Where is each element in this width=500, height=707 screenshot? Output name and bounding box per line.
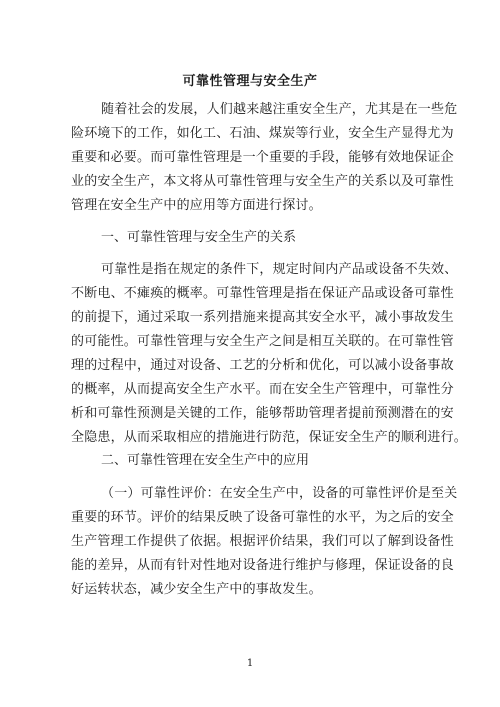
text-line: 能的差异，从而有针对性地对设备进行维护与修理，保证设备的良 <box>71 558 454 573</box>
section1-paragraph <box>71 258 468 450</box>
text-line: 的概率，从而提高安全生产水平。而在安全生产管理中，可靠性分 <box>71 382 454 397</box>
page-number: 1 <box>246 658 254 669</box>
text-line: 析和可靠性预测是关键的工作，能够帮助管理者提前预测潜在的安 <box>71 406 454 421</box>
text-line: 全隐患，从而采取相应的措施进行防范，保证安全生产的顺利进行。 <box>71 430 468 445</box>
text-line: 重要的环节。评价的结果反映了设备可靠性的水平，为之后的安全 <box>71 510 454 525</box>
text-line: 业的安全生产，本文将从可靠性管理与安全生产的关系以及可靠性 <box>71 174 454 189</box>
text-line: 不断电、不瘫痪的概率。可靠性管理是指在保证产品或设备可靠性 <box>71 286 454 301</box>
text-line: 重要和必要。而可靠性管理是一个重要的手段，能够有效地保证企 <box>71 150 454 165</box>
text-line: 险环境下的工作，如化工、石油、煤炭等行业，安全生产显得尤为 <box>71 126 454 141</box>
text-line: 理的过程中，通过对设备、工艺的分析和优化，可以减小设备事故 <box>71 358 454 373</box>
text-line: 好运转状态，减少安全生产中的事故发生。 <box>71 582 322 597</box>
intro-paragraph <box>71 98 458 218</box>
text-line: 的前提下，通过采取一系列措施来提高其安全水平，减小事故发生 <box>71 310 454 325</box>
text-line: 可靠性是指在规定的条件下，规定时间内产品或设备不失效、 <box>101 262 458 277</box>
section-heading-2: 二、可靠性管理在安全生产中的应用 <box>101 453 310 468</box>
text-line: 生产管理工作提供了依据。根据评价结果，我们可以了解到设备性 <box>71 534 454 549</box>
section2-paragraph <box>71 482 458 602</box>
text-line: 的可能性。可靠性管理与安全生产之间是相互关联的。在可靠性管 <box>71 334 454 349</box>
text-line: （一）可靠性评价：在安全生产中，设备的可靠性评价是至关 <box>101 486 458 501</box>
text-line: 随着社会的发展，人们越来越注重安全生产，尤其是在一些危 <box>101 102 458 117</box>
section-heading-1: 一、可靠性管理与安全生产的关系 <box>101 230 297 245</box>
text-line: 管理在安全生产中的应用等方面进行探讨。 <box>71 198 322 213</box>
document-title: 可靠性管理与安全生产 <box>182 74 318 89</box>
